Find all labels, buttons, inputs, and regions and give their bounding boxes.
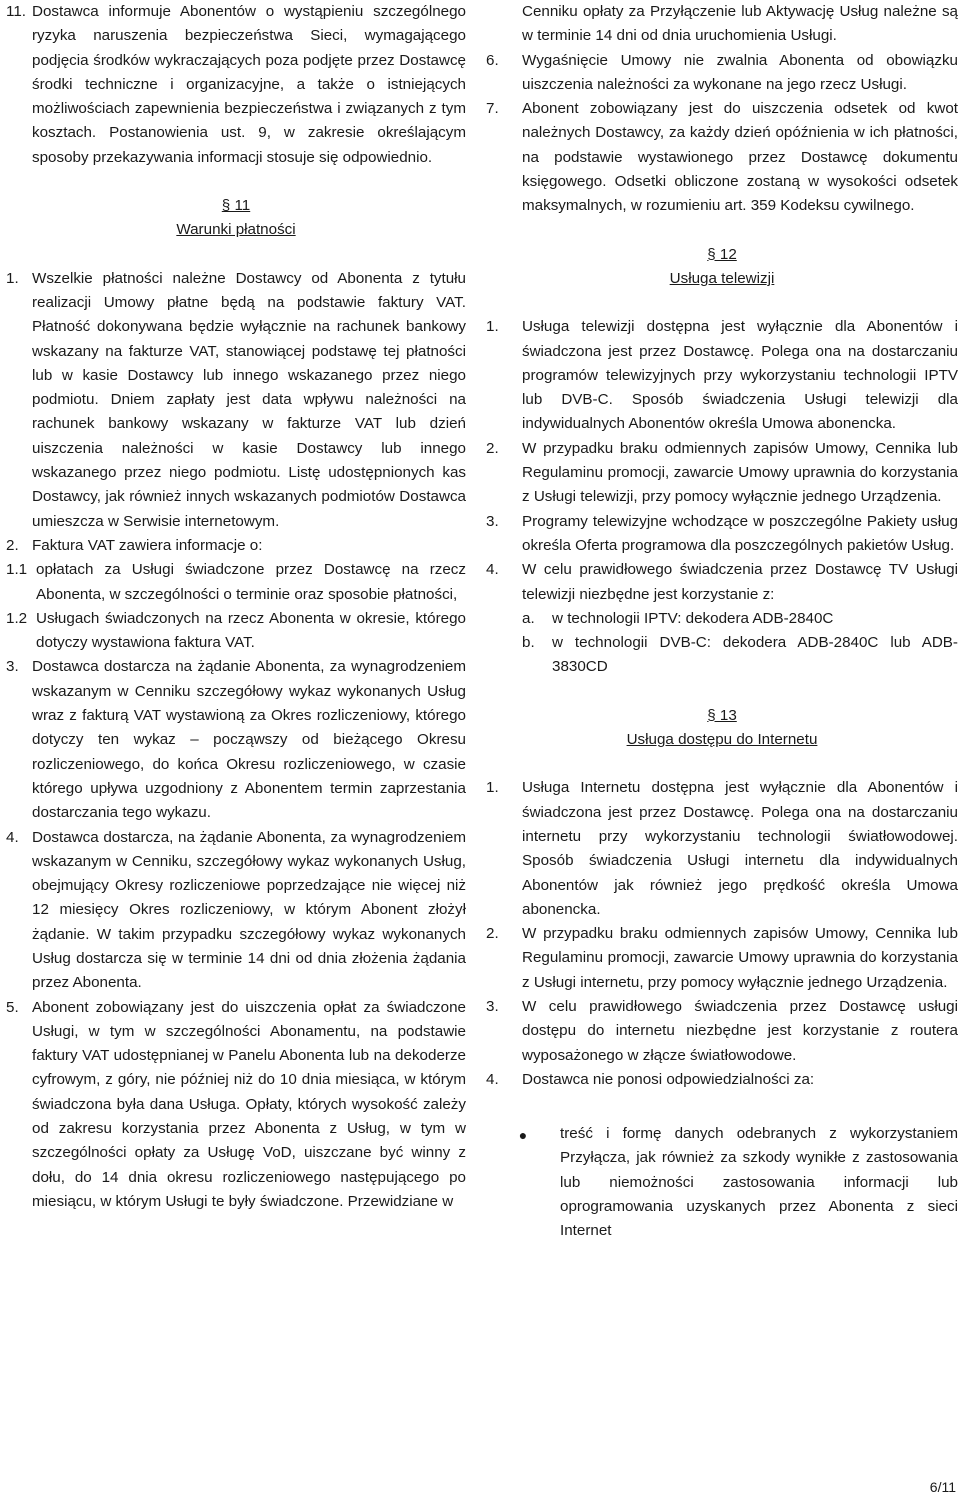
item-text: Dostawca dostarcza, na żądanie Abonenta, za wynagrodzeniem wskazanym w Cenniku, szczegółowy wykaz wykonanych Usług, obejmujący Okresy rozliczeniowe poprzedzające nie więcej niż 12 miesięcy Okres rozliczeniowy, w którym Abonent złożył żądanie. W takim przypadku szczegółowy wykaz wykonanych Usług dostarcza się w terminie 14 dni od dnia złożenia żądania przez Abonenta. xyxy=(32,828,466,992)
sub-item xyxy=(6,607,466,656)
item-number: 3. xyxy=(6,658,19,676)
sub-item xyxy=(486,631,958,680)
list-item xyxy=(486,315,958,436)
item-text: Abonent zobowiązany jest do uiszczenia opłat za świadczone Usługi, w tym w szczególności Abonamentu, na podstawie faktury VAT udostępnianej w Panelu Abonenta lub na dekoderze cyfrowym, z góry, nie później niż do 10 dnia miesiąca, w którym świadczona była dana Usługa. Opłaty, których wysokość zależy od zakresu korzystania przez Abonenta z Usług, w tym w szczególności opłaty za Usługę VoD, uiszczane być winny z dołu, do 14 dnia okresu rozliczeniowego następującego po miesiącu, w którym Usługi te były świadczone. Przewidziane w xyxy=(32,998,466,1210)
section-title: Warunki płatności xyxy=(176,221,296,239)
list-item xyxy=(6,655,466,825)
item-text: Faktura VAT zawiera informacje o: xyxy=(32,536,263,554)
list-item xyxy=(486,776,958,922)
item-number: 6. xyxy=(486,51,499,69)
sub-item xyxy=(6,558,466,607)
item-number: 1. xyxy=(486,779,499,797)
section-title: Usługa dostępu do Internetu xyxy=(626,731,818,749)
list-item xyxy=(486,922,958,995)
item-text: W przypadku braku odmiennych zapisów Umowy, Cennika lub Regulaminu promocji, zawarcie Umowy uprawnia do korzystania z Usługi internetu, przy pomocy wyłącznie jednego Urządzenia. xyxy=(522,925,958,991)
item-number: 4. xyxy=(486,1070,499,1088)
list-item xyxy=(486,558,958,607)
item-number: 7. xyxy=(486,100,499,118)
sub-number: b. xyxy=(522,634,535,652)
sub-text: opłatach za Usługi świadczone przez Dostawcę na rzecz Abonenta, w szczególności o terminie oraz sposobie płatności, xyxy=(36,561,466,603)
item-text: Usługa Internetu dostępna jest wyłącznie dla Abonentów i świadczona jest przez Dostawcę. Polega ona na dostarczaniu internetu przy wykorzystaniu technologii światłowodowej. Sposób świadczenia Usługi internetu dla indywidualnych Abonentów jak również jego prędkość określa Umowa abonencka. xyxy=(522,779,958,918)
list-item xyxy=(486,1068,958,1092)
item-text: Wszelkie płatności należne Dostawcy od Abonenta z tytułu realizacji Umowy płatne będą na podstawie faktury VAT. Płatność dokonywana będzie wyłącznie na rachunek bankowy wskazany na fakturze VAT, stanowiącej podstawę tej płatności lub w kasie Dostawcy lub innego wskazanego przez niego podmiotu. Dniem zapłaty jest data wpływu należności na rachunek bankowy wskazany w fakturze VAT lub dzień uiszczenia należności w kasie Dostawcy lub innego wskazanego przez niego podmiotu. Listę udostępnionych kas Dostawcy, jak również innych wskazanych podmiotów Dostawca umieszcza w Serwisie internetowym. xyxy=(32,269,466,530)
bullet-text: treść i formę danych odebranych z wykorzystaniem Przyłącza, jak również za szkody wynikłe z zastosowania lub niemożności zastosowania informacji lub oprogramowania uzyskanych przez Abonenta z sieci Internet xyxy=(560,1125,958,1240)
list-item xyxy=(6,267,466,534)
sub-text: w technologii IPTV: dekodera ADB-2840C xyxy=(552,609,834,627)
item-number: 3. xyxy=(486,997,499,1015)
page-number: 6/11 xyxy=(929,1479,956,1495)
bullet-icon: ● xyxy=(518,1127,528,1144)
item-text: Usługa telewizji dostępna jest wyłącznie dla Abonentów i świadczona jest przez Dostawcę. Polega ona na dostarczaniu programów telewizyjnych przy wykorzystaniu technologii IPTV lub DVB-C. Sposób świadczenia Usługi telewizji dla indywidualnych Abonentów określa Umowa abonencka. xyxy=(522,318,958,433)
left-column xyxy=(0,0,478,1214)
item-text: Wygaśnięcie Umowy nie zwalnia Abonenta od obowiązku uiszczenia należności za wykonane na jego rzecz Usługi. xyxy=(522,51,958,93)
right-column xyxy=(486,0,960,1244)
section-11-heading xyxy=(6,194,466,243)
list-item xyxy=(6,826,466,996)
item-number: 4. xyxy=(486,561,499,579)
item-text: Dostawca dostarcza na żądanie Abonenta, za wynagrodzeniem wskazanym w Cenniku szczegółowy wykaz wykonanych Usług wraz z fakturą VAT wystawioną za Okres rozliczeniowy, którego dotyczy ten wykaz – począwszy od bieżącego Okresu rozliczeniowego, do końca Okresu rozliczeniowego, w czasie którego upływa uzgodniony z Abonentem termin zaprzestania dostarczania tego wykazu. xyxy=(32,658,466,822)
section-number: § 13 xyxy=(707,706,737,724)
section-number: § 11 xyxy=(221,197,251,215)
item-text: W celu prawidłowego świadczenia przez Dostawcę usługi dostępu do internetu niezbędne jest korzystanie z routera wyposażonego w złącze światłowodowe. xyxy=(522,997,958,1064)
item-text: W przypadku braku odmiennych zapisów Umowy, Cennika lub Regulaminu promocji, zawarcie Umowy uprawnia do korzystania z Usługi telewizji, przy pomocy wyłącznie jednego Urządzenia. xyxy=(522,439,958,506)
section-title: Usługa telewizji xyxy=(669,269,775,287)
item-number: 11. xyxy=(6,3,26,20)
item-number: 2. xyxy=(486,925,499,943)
item-text: Dostawca nie ponosi odpowiedzialności za: xyxy=(522,1070,815,1088)
item-text: Programy telewizyjne wchodzące w poszczególne Pakiety usług określa Oferta programowa dla poszczególnych pakietów Usług. xyxy=(522,512,958,554)
bullet-item xyxy=(486,1122,958,1243)
section-number: § 12 xyxy=(707,245,737,263)
sub-text: w technologii DVB-C: dekodera ADB-2840C lub ADB-3830CD xyxy=(552,634,958,676)
item-text: Abonent zobowiązany jest do uiszczenia odsetek od kwot należnych Dostawcy, za każdy dzień opóźnienia w ich płatności, na podstawie wystawionego przez Dostawcę dokumentu księgowego. Odsetki obliczone zostaną w wysokości odsetek maksymalnych, w rozumieniu art. 359 Kodeksu cywilnego. xyxy=(522,100,958,215)
continued-paragraph xyxy=(486,0,958,49)
list-item xyxy=(486,995,958,1068)
section-13-heading xyxy=(486,704,958,753)
paragraph-11 xyxy=(6,0,466,170)
sub-number: 1.1 xyxy=(6,561,28,579)
list-item xyxy=(486,97,958,218)
item-number: 5. xyxy=(6,998,19,1016)
item-number: 2. xyxy=(486,439,499,457)
sub-number: 1.2 xyxy=(6,609,28,627)
list-item xyxy=(486,437,958,510)
item-number: 2. xyxy=(6,536,19,554)
list-item xyxy=(6,996,466,1215)
item-number: 3. xyxy=(486,512,499,530)
item-text: Dostawca informuje Abonentów o wystąpieniu szczególnego ryzyka naruszenia bezpieczeństwa Sieci, wymagającego podjęcia środków wykraczających poza podjęte przez Dostawcę środki techniczne i organizacyjne, a także o istniejących możliwościach zapewnienia bezpieczeństwa i związanych z tym kosztach. Postanowienia ust. 9, w zakresie określającym sposoby przekazywania informacji stosuje się odpowiednio. xyxy=(32,3,466,166)
item-number: 1. xyxy=(6,269,19,287)
sub-number: a. xyxy=(522,609,535,627)
sub-item xyxy=(486,607,958,631)
section-12-heading xyxy=(486,243,958,292)
list-item xyxy=(486,49,958,98)
item-number: 4. xyxy=(6,828,19,846)
list-item xyxy=(486,510,958,559)
item-text: Cenniku opłaty za Przyłączenie lub Aktywację Usług należne są w terminie 14 dni od dnia uruchomienia Usługi. xyxy=(522,3,958,45)
list-item xyxy=(6,534,466,558)
item-text: W celu prawidłowego świadczenia przez Dostawcę TV Usługi telewizji niezbędne jest korzystanie z: xyxy=(522,561,958,603)
item-number: 1. xyxy=(486,318,499,336)
sub-text: Usługach świadczonych na rzecz Abonenta w okresie, którego dotyczy wystawiona faktura VAT. xyxy=(36,609,466,652)
